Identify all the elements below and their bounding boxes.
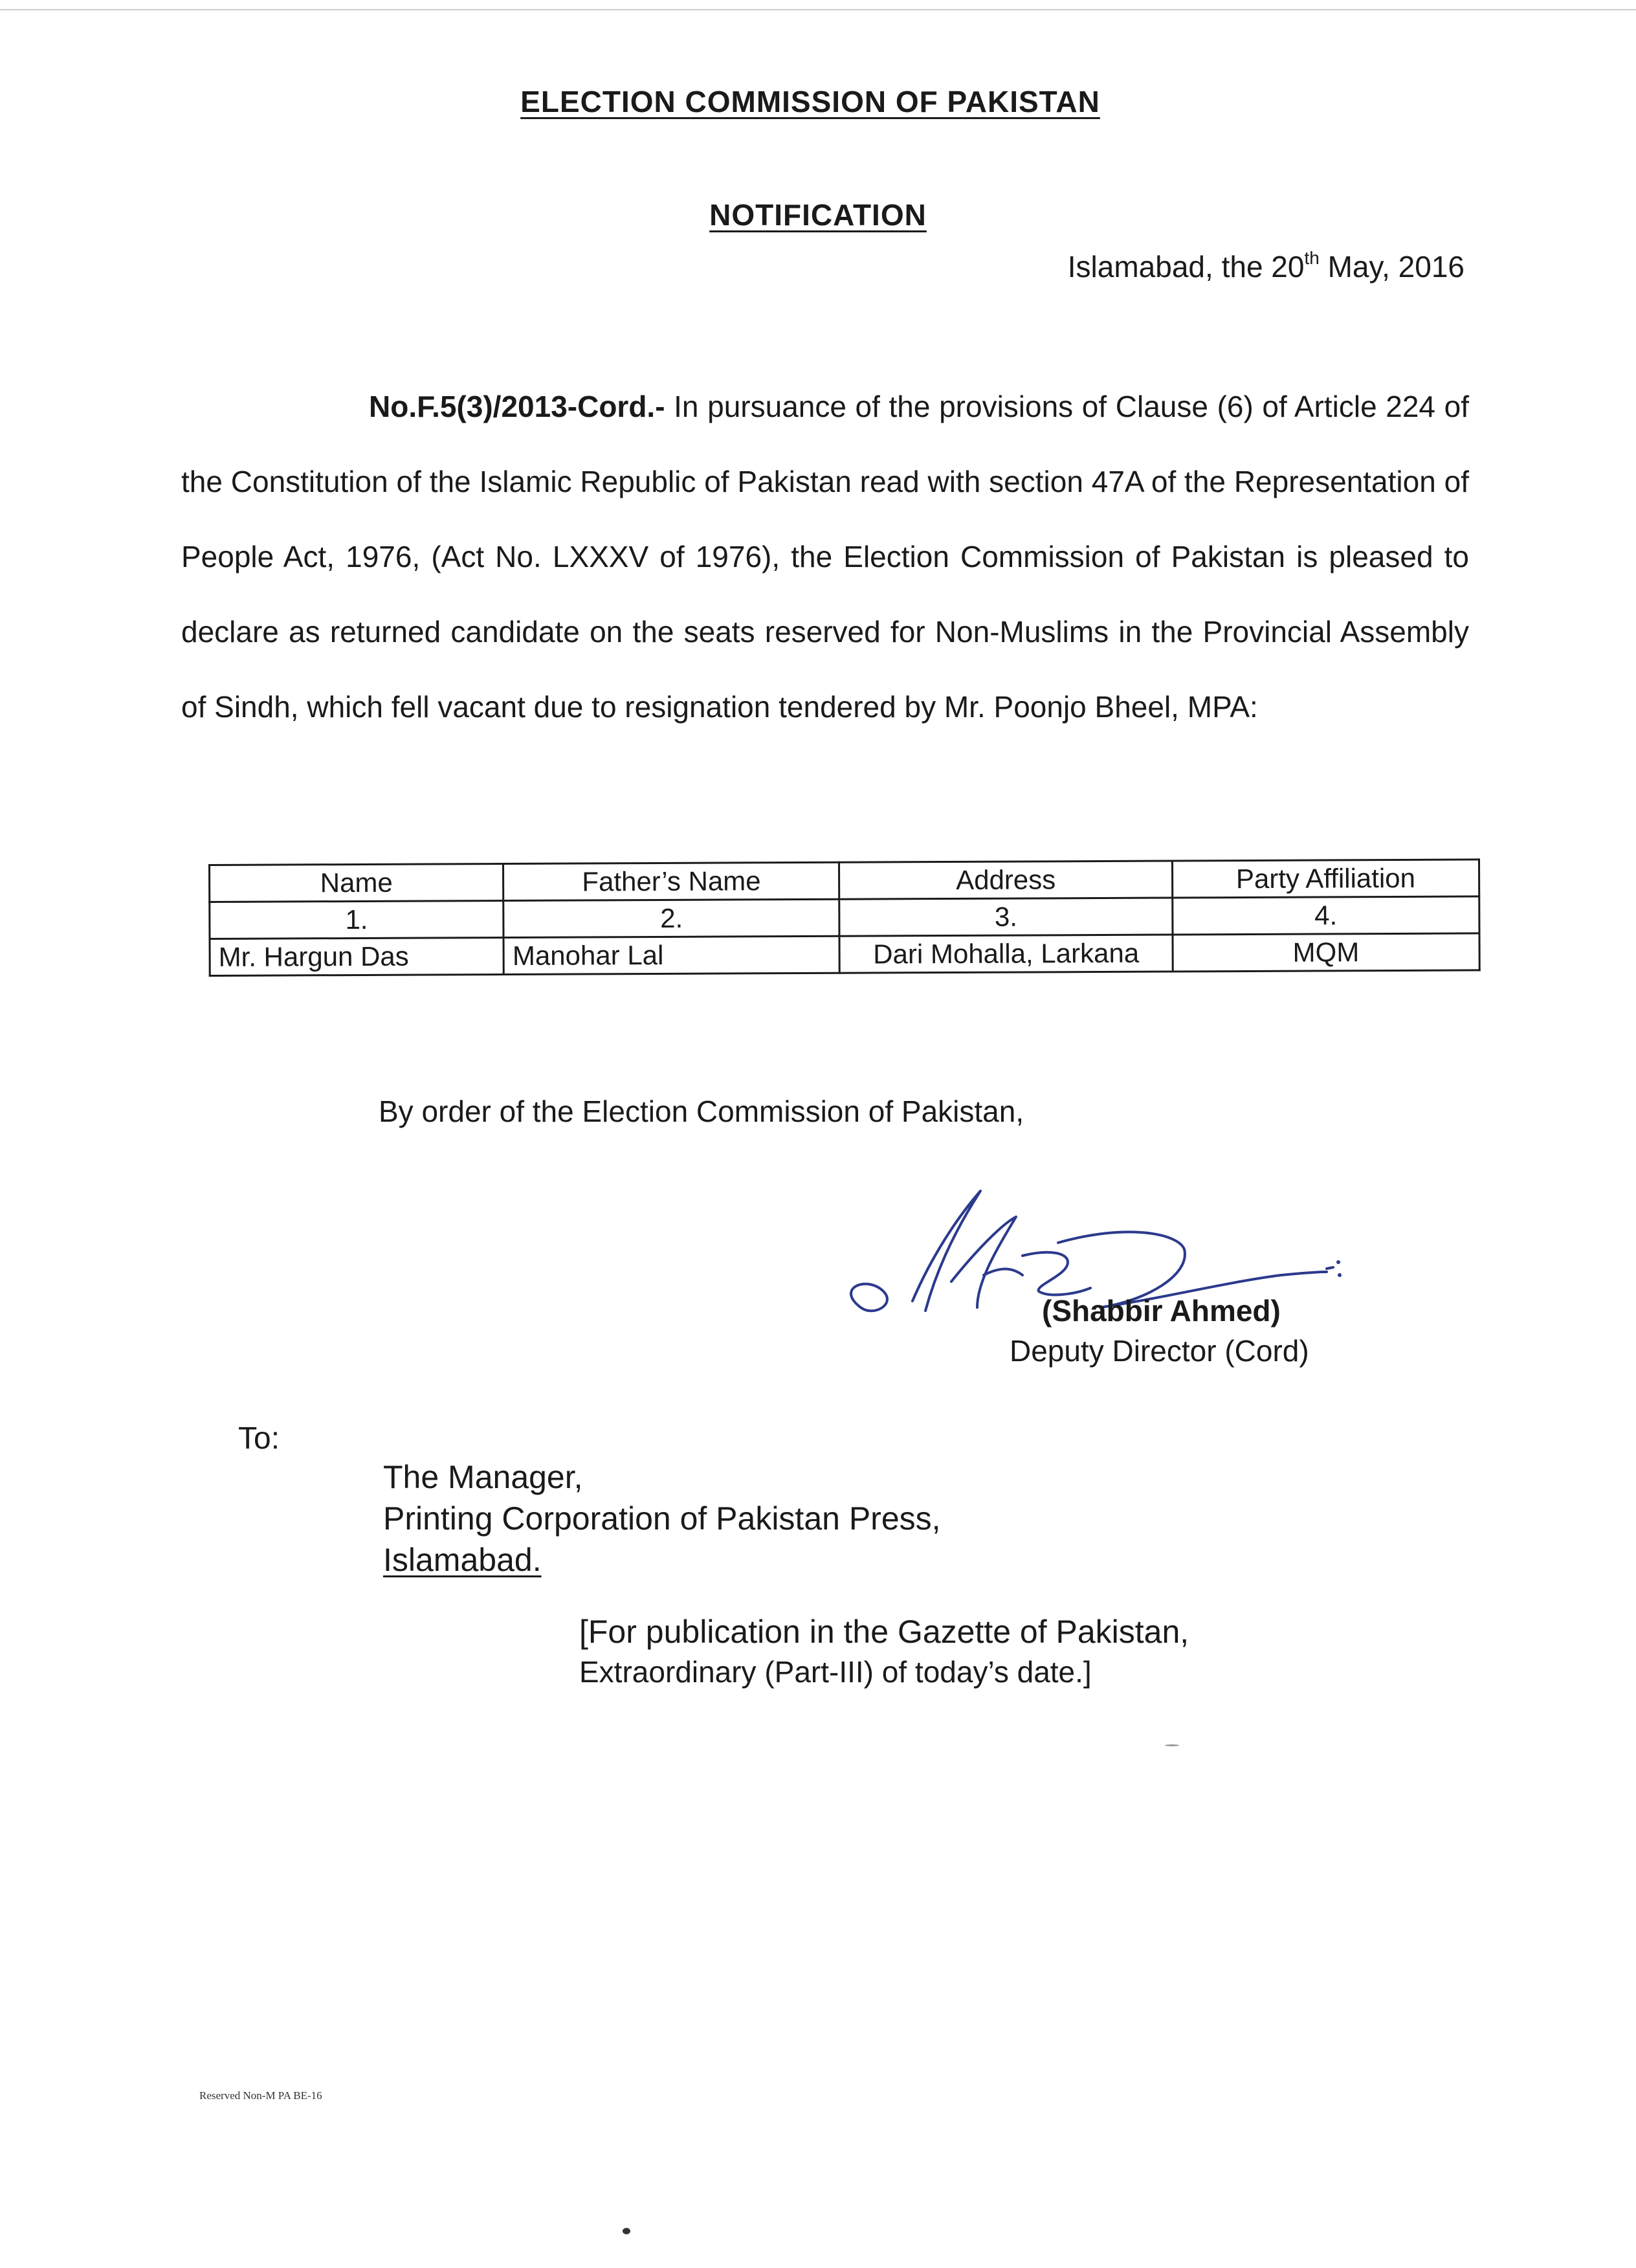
column-header-party-affiliation: Party Affiliation	[1172, 860, 1479, 898]
page-edge-line	[0, 9, 1636, 10]
date-ordinal-suffix: th	[1304, 248, 1320, 268]
table-header-row	[210, 860, 1479, 902]
dateline	[1068, 249, 1465, 284]
table-row	[210, 933, 1479, 976]
column-header-address: Address	[839, 861, 1172, 899]
publication-note	[579, 1612, 1189, 1692]
publication-note-line: [For publication in the Gazette of Pakistan,	[579, 1614, 1189, 1650]
scan-speck	[1165, 1744, 1179, 1746]
reference-number: No.F.5(3)/2013-Cord.-	[369, 390, 665, 423]
returned-candidate-table	[208, 858, 1481, 977]
addressee-city: Islamabad.	[383, 1542, 542, 1578]
column-number: 2.	[503, 899, 839, 937]
column-header-name: Name	[210, 864, 504, 902]
addressee-block	[383, 1456, 941, 1581]
scan-speck	[623, 2228, 630, 2234]
addressee-line: The Manager,	[383, 1459, 583, 1495]
by-order-line: By order of the Election Commission of Pakistan,	[379, 1095, 1024, 1128]
notification-heading: NOTIFICATION	[709, 198, 927, 232]
column-number: 4.	[1172, 896, 1479, 935]
table-number-row	[210, 896, 1479, 939]
footer-reference-code: Reserved Non-M PA BE-16	[199, 2089, 322, 2102]
to-label: To:	[238, 1421, 280, 1456]
column-number: 1.	[210, 901, 504, 939]
cell-address: Dari Mohalla, Larkana	[839, 935, 1172, 973]
cell-party-affiliation: MQM	[1173, 933, 1480, 972]
date-rest: May, 2016	[1319, 250, 1465, 284]
organization-heading: ELECTION COMMISSION OF PAKISTAN	[520, 85, 1100, 118]
date-prefix: Islamabad, the 20	[1067, 250, 1305, 284]
publication-note-line: Extraordinary (Part-III) of today’s date.]	[579, 1655, 1092, 1689]
notification-body	[181, 369, 1469, 744]
cell-candidate-name: Mr. Hargun Das	[210, 938, 504, 976]
column-header-fathers-name: Father’s Name	[503, 862, 839, 900]
cell-fathers-name: Manohar Lal	[503, 936, 839, 974]
signatory-title: Deputy Director (Cord)	[1010, 1334, 1309, 1368]
body-text: In pursuance of the provisions of Clause (6) of Article 224 of the Constitution of the Islamic Republic of Pakistan read with section 47A of the Representation of People Act, 1976, (Act No. LXXXV of 1976), the Election Commission of Pakistan is pleased to declare as returned candidate on the seats reserved for Non-Muslims in the Provincial Assembly of Sindh, which fell vacant due to resignation tendered by Mr. Poonjo Bheel, MPA:	[181, 390, 1469, 724]
addressee-line: Printing Corporation of Pakistan Press,	[383, 1500, 941, 1537]
signatory-name: (Shabbir Ahmed)	[1042, 1294, 1281, 1328]
column-number: 3.	[839, 898, 1172, 936]
